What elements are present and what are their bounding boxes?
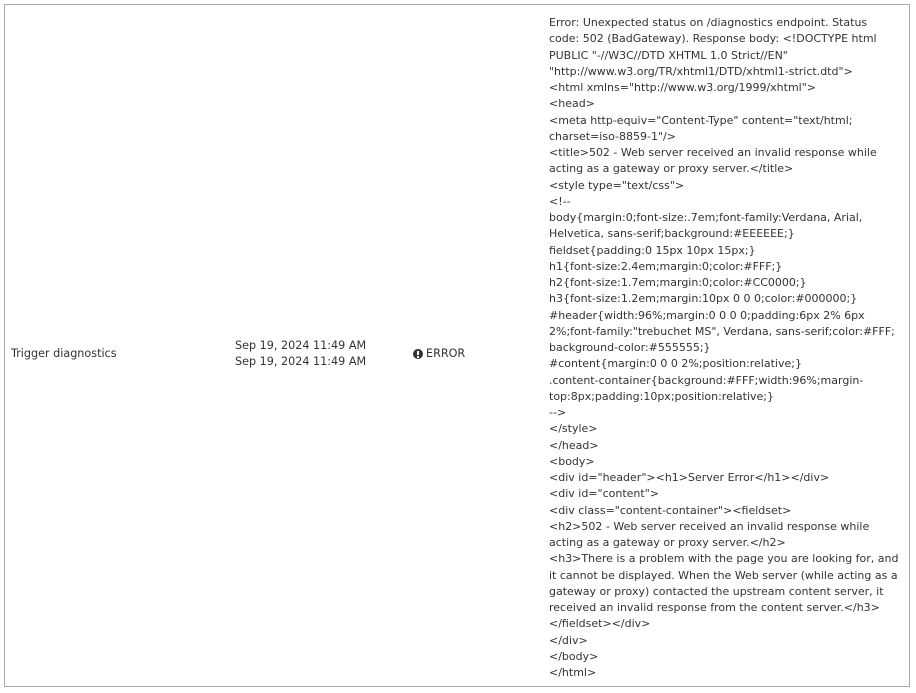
table-row (5, 5, 909, 686)
status-badge (413, 346, 465, 362)
status-label: ERROR (426, 347, 466, 360)
finished-timestamp: Sep 19, 2024 11:49 AM (235, 355, 367, 368)
activity-name: Trigger diagnostics (11, 347, 117, 360)
exclamation-circle-icon (413, 349, 423, 359)
error-message: Error: Unexpected status on /diagnostics endpoint. Status code: 502 (BadGateway). Response body: <!DOCTYPE html PUBLIC "-//W3C//DTD XHTML 1.0 Strict//EN" "http://www.w3.org/TR/xhtml1/DTD/xhtml1-strict.dtd"> <html xmlns="http://www.w3.org/1999/xhtml"> <head> <meta http-equiv="Content-Type" content="text/html; charset=iso-8859-1"/> <title>502 - Web server received an invalid response while acting as a gateway or proxy server.</title> <style type="text/css"> <!-- body{margin:0;font-size:.7em;font-family:Verdana, Arial, Helvetica, sans-serif;background:#EEEEEE;} fieldset{padding:0 15px 10px 15px;} h1{font-size:2.4em;margin:0;color:#FFF;} h2{font-size:1.7em;margin:0;color:#CC0000;} h3{font-size:1.2em;margin:10px 0 0 0;color:#000000;} #header{width:96%;margin:0 0 0 0;padding:6px 2% 6px 2%;font-family:"trebuchet MS", Verdana, sans-serif;color:#FFF; background-color:#555555;} #content{margin:0 0 0 2%;position:relative;} .content-container{background:#FFF;width:96%;margin-top:8px;padding:10px;position:relative;} --> </style> </head> <body> <div id="header"><h1>Server Error</h1></div> <div id="content"> <div class="content-container"><fieldset> <h2>502 - Web server received an invalid response while acting as a gateway or proxy server.</h2> <h3>There is a problem with the page you are looking for, and it cannot be displayed. When the Web server (while acting as a gateway or proxy) contacted the upstream content server, it received an invalid response from the content server.</h3> </fieldset></div> </div> </body> </html> (549, 16, 899, 679)
timestamps-cell (235, 338, 366, 370)
started-timestamp: Sep 19, 2024 11:49 AM (235, 339, 367, 352)
activity-table (4, 4, 910, 687)
